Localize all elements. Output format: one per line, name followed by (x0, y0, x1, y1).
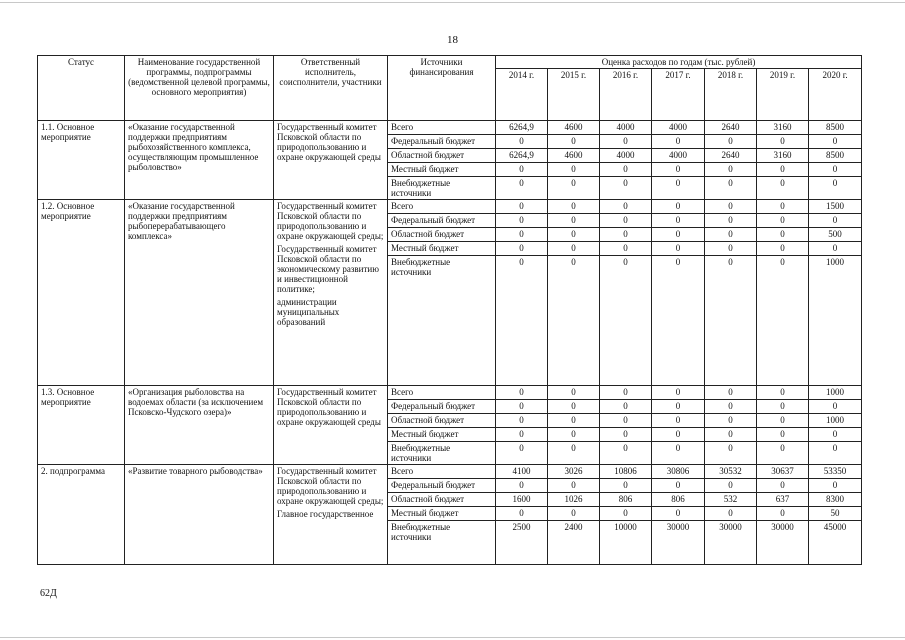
header-year: 2017 г. (652, 69, 705, 121)
amount-cell: 0 (757, 163, 809, 177)
amount-cell: 0 (496, 200, 548, 214)
amount-cell: 0 (757, 228, 809, 242)
amount-cell: 0 (548, 442, 600, 465)
amount-cell: 0 (600, 163, 652, 177)
amount-cell: 10806 (600, 465, 652, 479)
amount-cell: 0 (757, 479, 809, 493)
amount-cell: 0 (600, 507, 652, 521)
amount-cell: 0 (600, 214, 652, 228)
amount-cell: 4100 (496, 465, 548, 479)
amount-cell: 8500 (809, 121, 862, 135)
status-cell: 1.3. Основное мероприятие (38, 386, 125, 465)
funding-source-cell: Всего (388, 386, 496, 400)
amount-cell: 0 (705, 135, 757, 149)
amount-cell: 2400 (548, 521, 600, 565)
amount-cell: 0 (705, 414, 757, 428)
executor-part: Государственный комитет Псковской области по природопользованию и охране окружающей среды; (277, 201, 384, 241)
header-executor: Ответственный исполнитель, соисполнители, участники (274, 56, 388, 121)
amount-cell: 0 (705, 507, 757, 521)
funding-source-cell: Внебюджетные источники (388, 521, 496, 565)
status-cell: 2. подпрограмма (38, 465, 125, 565)
amount-cell: 0 (600, 177, 652, 200)
amount-cell: 0 (809, 135, 862, 149)
amount-cell: 0 (600, 442, 652, 465)
amount-cell: 0 (652, 163, 705, 177)
funding-source-cell: Местный бюджет (388, 428, 496, 442)
amount-cell: 30000 (757, 521, 809, 565)
amount-cell: 806 (652, 493, 705, 507)
executor-part: Государственный комитет Псковской области по природопользованию и охране окружающей среды; (277, 466, 384, 506)
amount-cell: 0 (600, 228, 652, 242)
amount-cell: 0 (600, 428, 652, 442)
amount-cell: 0 (705, 479, 757, 493)
expenditure-table (37, 55, 862, 565)
amount-cell: 30000 (705, 521, 757, 565)
amount-cell: 3026 (548, 465, 600, 479)
amount-cell: 1000 (809, 386, 862, 400)
amount-cell: 0 (809, 442, 862, 465)
funding-source-cell: Федеральный бюджет (388, 135, 496, 149)
executor-cell: Государственный комитет Псковской области по природопользованию и охране окружающей среды (274, 386, 388, 465)
amount-cell: 0 (600, 256, 652, 386)
amount-cell: 0 (705, 214, 757, 228)
executor-cell: Государственный комитет Псковской области по природопользованию и охране окружающей среды (274, 121, 388, 200)
funding-source-cell: Местный бюджет (388, 163, 496, 177)
amount-cell: 0 (809, 479, 862, 493)
amount-cell: 4000 (600, 149, 652, 163)
amount-cell: 0 (548, 479, 600, 493)
amount-cell: 1000 (809, 414, 862, 428)
amount-cell: 6264,9 (496, 121, 548, 135)
amount-cell: 0 (652, 386, 705, 400)
scan-edge-bottom (0, 637, 905, 638)
amount-cell: 0 (548, 414, 600, 428)
amount-cell: 0 (548, 135, 600, 149)
amount-cell: 0 (809, 214, 862, 228)
amount-cell: 532 (705, 493, 757, 507)
header-year: 2020 г. (809, 69, 862, 121)
amount-cell: 0 (496, 428, 548, 442)
amount-cell: 0 (548, 200, 600, 214)
program-name-cell: «Оказание государственной поддержки предприятиям рыбохозяйственного комплекса, осуществляющим промышленное рыболовство» (125, 121, 274, 200)
amount-cell: 0 (705, 442, 757, 465)
amount-cell: 0 (705, 256, 757, 386)
amount-cell: 0 (757, 442, 809, 465)
amount-cell: 500 (809, 228, 862, 242)
amount-cell: 0 (809, 400, 862, 414)
amount-cell: 4000 (652, 149, 705, 163)
table-row (38, 386, 862, 400)
amount-cell: 4600 (548, 121, 600, 135)
header-year: 2019 г. (757, 69, 809, 121)
amount-cell: 0 (548, 242, 600, 256)
funding-source-cell: Областной бюджет (388, 149, 496, 163)
amount-cell: 0 (496, 442, 548, 465)
amount-cell: 0 (652, 256, 705, 386)
amount-cell: 8500 (809, 149, 862, 163)
amount-cell: 3160 (757, 121, 809, 135)
amount-cell: 0 (757, 414, 809, 428)
amount-cell: 1000 (809, 256, 862, 386)
funding-source-cell: Внебюджетные источники (388, 442, 496, 465)
amount-cell: 0 (496, 163, 548, 177)
amount-cell: 0 (600, 400, 652, 414)
amount-cell: 0 (652, 428, 705, 442)
funding-source-cell: Федеральный бюджет (388, 479, 496, 493)
amount-cell: 0 (652, 177, 705, 200)
amount-cell: 0 (652, 442, 705, 465)
amount-cell: 30000 (652, 521, 705, 565)
page-number: 18 (447, 34, 458, 46)
amount-cell: 0 (548, 256, 600, 386)
executor-part: Государственный комитет Псковской области по экономическому развитию и инвестиционной политике; (277, 244, 379, 294)
amount-cell: 0 (652, 228, 705, 242)
amount-cell: 2640 (705, 121, 757, 135)
amount-cell: 0 (548, 177, 600, 200)
amount-cell: 50 (809, 507, 862, 521)
amount-cell: 0 (705, 386, 757, 400)
amount-cell: 30532 (705, 465, 757, 479)
funding-source-cell: Всего (388, 121, 496, 135)
amount-cell: 2640 (705, 149, 757, 163)
amount-cell: 0 (809, 242, 862, 256)
amount-cell: 0 (496, 135, 548, 149)
executor-part: Главное государственное (277, 509, 374, 519)
amount-cell: 0 (652, 242, 705, 256)
amount-cell: 2500 (496, 521, 548, 565)
amount-cell: 0 (705, 428, 757, 442)
amount-cell: 806 (600, 493, 652, 507)
header-expense-estimate: Оценка расходов по годам (тыс. рублей) (496, 56, 862, 69)
document-code: 62Д (40, 588, 57, 599)
status-cell: 1.2. Основное мероприятие (38, 200, 125, 386)
table-row (38, 465, 862, 479)
funding-source-cell: Областной бюджет (388, 228, 496, 242)
amount-cell: 0 (496, 414, 548, 428)
amount-cell: 0 (600, 479, 652, 493)
executor-part: администрации муниципальных образований (277, 297, 340, 327)
table-row (38, 200, 862, 214)
amount-cell: 0 (496, 479, 548, 493)
funding-source-cell: Местный бюджет (388, 507, 496, 521)
funding-source-cell: Всего (388, 200, 496, 214)
amount-cell: 0 (548, 507, 600, 521)
amount-cell: 0 (757, 428, 809, 442)
amount-cell: 0 (652, 414, 705, 428)
amount-cell: 0 (548, 228, 600, 242)
amount-cell: 0 (496, 228, 548, 242)
amount-cell: 0 (652, 400, 705, 414)
amount-cell: 0 (705, 177, 757, 200)
amount-cell: 0 (757, 256, 809, 386)
amount-cell: 0 (757, 214, 809, 228)
amount-cell: 0 (705, 400, 757, 414)
amount-cell: 1600 (496, 493, 548, 507)
funding-source-cell: Федеральный бюджет (388, 214, 496, 228)
amount-cell: 0 (652, 507, 705, 521)
amount-cell: 0 (600, 414, 652, 428)
funding-source-cell: Областной бюджет (388, 414, 496, 428)
amount-cell: 4600 (548, 149, 600, 163)
executor-cell (274, 465, 388, 565)
funding-source-cell: Внебюджетные источники (388, 177, 496, 200)
amount-cell: 0 (757, 507, 809, 521)
amount-cell: 0 (600, 386, 652, 400)
scan-edge-top (0, 2, 905, 3)
amount-cell: 0 (809, 163, 862, 177)
amount-cell: 0 (652, 479, 705, 493)
header-program-name: Наименование государственной программы, подпрограммы (ведомственной целевой программы, основного мероприятия) (125, 56, 274, 121)
amount-cell: 0 (809, 177, 862, 200)
amount-cell: 0 (548, 386, 600, 400)
amount-cell: 0 (757, 135, 809, 149)
header-status: Статус (38, 56, 125, 121)
amount-cell: 4000 (600, 121, 652, 135)
funding-source-cell: Областной бюджет (388, 493, 496, 507)
amount-cell: 0 (757, 400, 809, 414)
header-year: 2015 г. (548, 69, 600, 121)
amount-cell: 45000 (809, 521, 862, 565)
program-name-cell: «Оказание государственной поддержки предприятиям рыбоперерабатывающего комплекса» (125, 200, 274, 386)
amount-cell: 0 (757, 386, 809, 400)
funding-source-cell: Внебюджетные источники (388, 256, 496, 386)
amount-cell: 0 (652, 214, 705, 228)
amount-cell: 0 (496, 214, 548, 228)
executor-cell (274, 200, 388, 386)
table-row (38, 121, 862, 135)
amount-cell: 3160 (757, 149, 809, 163)
amount-cell: 0 (496, 400, 548, 414)
amount-cell: 0 (548, 214, 600, 228)
program-name-cell: «Организация рыболовства на водоемах области (за исключением Псковско-Чудского озера)» (125, 386, 274, 465)
amount-cell: 1026 (548, 493, 600, 507)
header-year: 2018 г. (705, 69, 757, 121)
amount-cell: 30637 (757, 465, 809, 479)
amount-cell: 10000 (600, 521, 652, 565)
amount-cell: 0 (705, 163, 757, 177)
amount-cell: 0 (757, 200, 809, 214)
header-funding-sources: Источники финансирования (388, 56, 496, 121)
amount-cell: 0 (496, 242, 548, 256)
amount-cell: 0 (496, 177, 548, 200)
amount-cell: 0 (600, 242, 652, 256)
amount-cell: 8300 (809, 493, 862, 507)
amount-cell: 0 (496, 256, 548, 386)
program-name-cell: «Развитие товарного рыбоводства» (125, 465, 274, 565)
amount-cell: 0 (757, 177, 809, 200)
amount-cell: 0 (548, 400, 600, 414)
amount-cell: 0 (705, 200, 757, 214)
header-year: 2016 г. (600, 69, 652, 121)
amount-cell: 0 (705, 228, 757, 242)
header-year: 2014 г. (496, 69, 548, 121)
amount-cell: 0 (809, 428, 862, 442)
amount-cell: 0 (548, 163, 600, 177)
amount-cell: 0 (652, 135, 705, 149)
amount-cell: 30806 (652, 465, 705, 479)
amount-cell: 4000 (652, 121, 705, 135)
funding-source-cell: Всего (388, 465, 496, 479)
amount-cell: 6264,9 (496, 149, 548, 163)
amount-cell: 0 (600, 200, 652, 214)
funding-source-cell: Федеральный бюджет (388, 400, 496, 414)
amount-cell: 0 (548, 428, 600, 442)
amount-cell: 0 (652, 200, 705, 214)
amount-cell: 0 (496, 507, 548, 521)
status-cell: 1.1. Основное мероприятие (38, 121, 125, 200)
amount-cell: 1500 (809, 200, 862, 214)
amount-cell: 53350 (809, 465, 862, 479)
amount-cell: 0 (496, 386, 548, 400)
funding-source-cell: Местный бюджет (388, 242, 496, 256)
amount-cell: 0 (757, 242, 809, 256)
amount-cell: 637 (757, 493, 809, 507)
amount-cell: 0 (600, 135, 652, 149)
amount-cell: 0 (705, 242, 757, 256)
